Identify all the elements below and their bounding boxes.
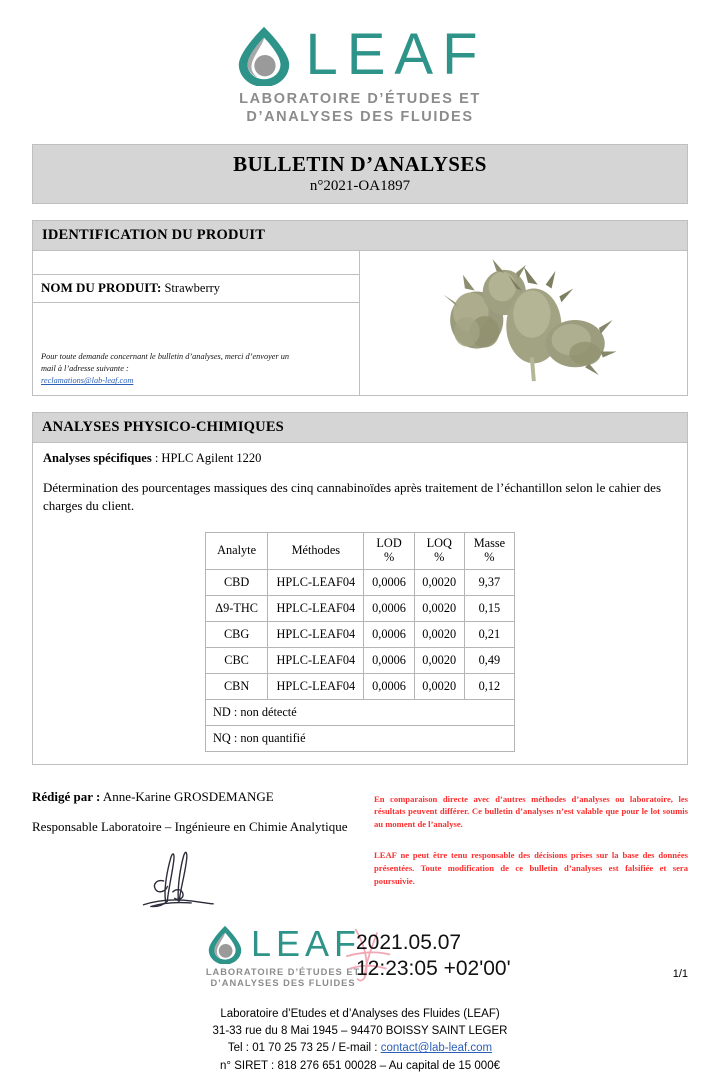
product-empty-row (33, 251, 359, 275)
author-line (32, 789, 362, 805)
col-header-masse-l1: Masse (473, 535, 506, 550)
handwritten-signature (127, 847, 362, 918)
document-title-bar (32, 144, 688, 204)
cell-loq: 0,0020 (414, 595, 464, 621)
author-name: Anne-Karine GROSDEMANGE (102, 788, 274, 804)
col-header-lod (364, 532, 414, 569)
claims-email-link[interactable]: reclamations@lab-leaf.com (41, 376, 134, 386)
signature-left (32, 789, 362, 918)
bottom-logo-area (0, 924, 720, 1002)
cell-lod: 0,0006 (364, 595, 414, 621)
analyses-section-header: ANALYSES PHYSICO-CHIMIQUES (32, 412, 688, 443)
cell-analyte: Δ9-THC (206, 595, 268, 621)
product-photo (360, 251, 687, 395)
cell-methode: HPLC-LEAF04 (268, 621, 364, 647)
cell-methode: HPLC-LEAF04 (268, 673, 364, 699)
stamp-time: 12:23:05 +02'00' (356, 957, 511, 981)
product-section-header: IDENTIFICATION DU PRODUIT (32, 220, 688, 251)
col-header-lod-l2: % (383, 549, 395, 564)
logo-subtitle-line1: LABORATOIRE D’ÉTUDES ET (239, 91, 481, 107)
footer-logo-wordmark: LEAF (251, 922, 362, 964)
logo-subtitle-line2: D’ANALYSES DES FLUIDES (246, 108, 474, 125)
col-header-analyte (206, 532, 268, 569)
cell-lod: 0,0006 (364, 673, 414, 699)
footer-company: Laboratoire d’Etudes et d’Analyses des Fluides (LEAF) (220, 1007, 500, 1020)
footer-contact (0, 1040, 720, 1057)
cell-loq: 0,0020 (414, 621, 464, 647)
product-identification-block (32, 251, 688, 396)
cell-lod: 0,0006 (364, 647, 414, 673)
signature-area (32, 789, 688, 918)
leaf-drop-icon-small (205, 924, 245, 964)
table-row (206, 673, 515, 699)
document-footer (0, 1006, 720, 1075)
logo-wordmark: LEAF (305, 22, 487, 87)
footer-logo-subtitle-line2: D’ANALYSES DES FLUIDES (210, 977, 356, 988)
claims-note-line1: Pour toute demande concernant le bulletin d’analyses, merci d’envoyer un (41, 352, 290, 362)
analyses-body (32, 443, 688, 764)
table-footnote-row (206, 725, 515, 751)
specific-analyses-label: Analyses spécifiques (43, 451, 152, 466)
cell-loq: 0,0020 (414, 647, 464, 673)
footer-tel: Tel : 01 70 25 73 25 / E-mail : (227, 1042, 381, 1055)
product-name-value: Strawberry (164, 281, 221, 296)
claims-note-line2: mail à l’adresse suivante : (41, 364, 129, 374)
col-header-loq (414, 532, 464, 569)
disclaimer-paragraph-1: En comparaison directe avec d’autres méthodes d’analyses ou laboratoire, les résultats peuvent différer. Ce bulletin d’analyses n’est valable que pour le lot soumis au moment de l’analyse. (374, 793, 688, 830)
cannabis-buds-image (404, 259, 644, 387)
specific-analyses-value: : HPLC Agilent 1220 (154, 451, 262, 466)
product-name-label: NOM DU PRODUIT: (41, 280, 162, 296)
table-row (206, 647, 515, 673)
author-label: Rédigé par : (32, 788, 101, 804)
results-table (205, 532, 515, 752)
cell-masse: 0,21 (464, 621, 514, 647)
cell-masse: 0,49 (464, 647, 514, 673)
col-header-analyte-l1: Analyte (217, 542, 257, 557)
disclaimer-column (362, 789, 688, 918)
table-row (206, 569, 515, 595)
page-title: BULLETIN D’ANALYSES (233, 152, 487, 177)
document-number: n°2021-OA1897 (309, 178, 411, 195)
author-role: Responsable Laboratoire – Ingénieure en Chimie Analytique (32, 818, 348, 834)
cell-analyte: CBG (206, 621, 268, 647)
disclaimer-paragraph-2: LEAF ne peut être tenu responsable des décisions prises sur la base des données présentées. Toute modification de ce bulletin d’analyses est falsifiée et sera poursuivie. (374, 850, 688, 886)
cell-masse: 0,12 (464, 673, 514, 699)
table-footnote-row (206, 699, 515, 725)
stamp-date: 2021.05.07 (356, 930, 462, 954)
cell-methode: HPLC-LEAF04 (268, 595, 364, 621)
cell-methode: HPLC-LEAF04 (268, 569, 364, 595)
footnote-nq: NQ : non quantifié (206, 725, 515, 751)
analyses-description: Détermination des pourcentages massiques des cinq cannabinoïdes après traitement de l’échantillon selon le cahier des charges du client. (43, 480, 662, 513)
claims-note (33, 303, 359, 395)
table-row (206, 621, 515, 647)
cell-analyte: CBC (206, 647, 268, 673)
cell-lod: 0,0006 (364, 569, 414, 595)
col-header-masse-l2: % (484, 549, 495, 564)
logo-subtitle (0, 91, 720, 126)
cell-analyte: CBD (206, 569, 268, 595)
footer-legal: n° SIRET : 818 276 651 00028 – Au capital de 15 000€ (220, 1059, 500, 1072)
col-header-masse (464, 532, 514, 569)
digital-signature-timestamp (356, 930, 511, 984)
cell-loq: 0,0020 (414, 673, 464, 699)
footer-email-link[interactable]: contact@lab-leaf.com (380, 1042, 493, 1055)
cell-masse: 9,37 (464, 569, 514, 595)
product-name-row (33, 275, 359, 303)
col-header-lod-l1: LOD (376, 535, 402, 550)
col-header-loq-l2: % (434, 549, 445, 564)
footer-logo-subtitle-line1: LABORATOIRE D’ÉTUDES ET (205, 966, 361, 977)
leaf-drop-icon (233, 24, 295, 86)
cell-analyte: CBN (206, 673, 268, 699)
cell-methode: HPLC-LEAF04 (268, 647, 364, 673)
specific-analyses-line (43, 451, 677, 466)
col-header-loq-l1: LOQ (426, 535, 452, 550)
page-number: 1/1 (672, 968, 688, 980)
product-details (33, 251, 360, 395)
footer-address: 31-33 rue du 8 Mai 1945 – 94470 BOISSY SAINT LEGER (212, 1024, 508, 1037)
footnote-nd: ND : non détecté (206, 699, 515, 725)
cell-loq: 0,0020 (414, 569, 464, 595)
cell-masse: 0,15 (464, 595, 514, 621)
table-row (206, 595, 515, 621)
col-header-methodes-l1: Méthodes (291, 542, 341, 557)
cell-lod: 0,0006 (364, 621, 414, 647)
table-header-row (206, 532, 515, 569)
col-header-methodes (268, 532, 364, 569)
header-logo (0, 0, 720, 126)
